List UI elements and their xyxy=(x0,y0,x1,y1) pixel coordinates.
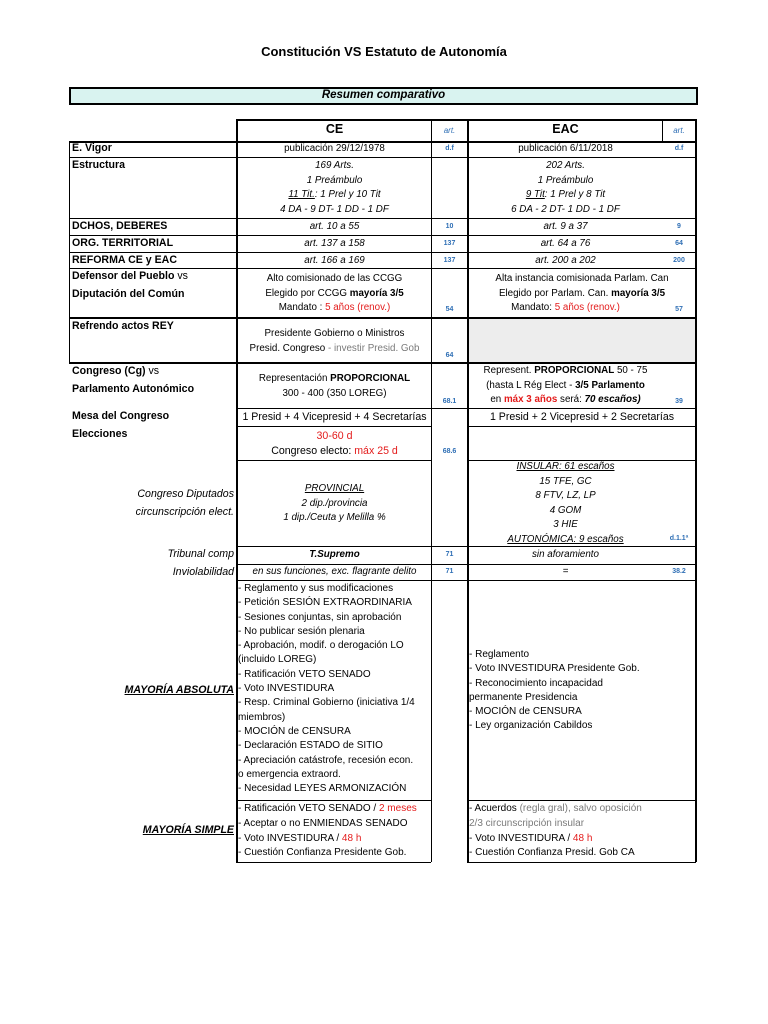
eac-header: EAC xyxy=(552,122,579,136)
absoluta-ce-item: - Petición SESIÓN EXTRAORDINARIA xyxy=(238,597,412,609)
vigor-ce-art: d.f xyxy=(445,145,454,152)
estructura-ce: 169 Arts. 1 Preámbulo 11 Tit.: 1 Prel y 10 Tit 4 DA - 9 DT- 1 DD - 1 DF xyxy=(280,160,389,215)
absoluta-eac-item: - Ley organización Cabildos xyxy=(469,720,593,732)
inviol-label: Inviolabilidad xyxy=(172,566,234,578)
defensor-ce: Alto comisionado de las CCGG Elegido por CCGG mayoría 3/5 Mandato : 5 años (renov.) xyxy=(265,273,404,314)
absoluta-ce-item: - Necesidad LEYES ARMONIZACIÓN xyxy=(238,783,407,795)
congreso-eac-art: 39 xyxy=(675,398,683,405)
reforma-label: REFORMA CE y EAC xyxy=(72,254,177,266)
circ-eac-art: d.1.1ª xyxy=(669,535,689,542)
estructura-eac: 202 Arts. 1 Preámbulo 9 Tit: 1 Prel y 8 Tit 6 DA - 2 DT- 1 DD - 1 DF xyxy=(511,160,620,215)
elecciones-ce-art: 68.6 xyxy=(442,448,457,455)
defensor-ce-art: 54 xyxy=(445,306,454,313)
circ-eac: INSULAR: 61 escaños 15 TFE, GC 8 FTV, LZ, LP 4 GOM 3 HIE AUTONÓMICA: 9 escaños xyxy=(507,461,624,545)
congreso-ce-art: 68.1 xyxy=(442,398,457,405)
absoluta-ce-item: - Reglamento y sus modificaciones xyxy=(238,583,394,594)
ce-header: CE xyxy=(325,122,344,136)
reforma-eac: art. 200 a 202 xyxy=(535,255,596,266)
reforma-ce: art. 166 a 169 xyxy=(304,255,365,266)
inviol-eac-art: 38.2 xyxy=(672,568,686,575)
defensor-label: Defensor del Pueblo vs Diputación del Común xyxy=(72,270,188,300)
congreso-label: Congreso (Cg) vs Parlamento Autonómico xyxy=(72,365,195,395)
absoluta-ce-item: - MOCIÓN de CENSURA xyxy=(238,725,351,737)
terr-ce-art: 137 xyxy=(443,240,456,247)
shaded-cell xyxy=(467,318,696,362)
circ-label: Congreso Diputados circunscripción elect. xyxy=(135,488,234,518)
absoluta-label: MAYORÍA ABSOLUTA xyxy=(124,684,234,696)
ce-art-header: art. xyxy=(443,126,456,135)
elecciones-ce: 30-60 d Congreso electo: máx 25 d xyxy=(271,430,398,457)
absoluta-ce-item: - No publicar sesión plenaria xyxy=(238,625,365,637)
absoluta-eac-item: - Voto INVESTIDURA Presidente Gob. xyxy=(469,663,640,675)
absoluta-ce-item: - Ratificación VETO SENADO xyxy=(238,668,371,680)
inviol-ce: en sus funciones, exc. flagrante delito xyxy=(252,566,417,577)
absoluta-eac-list xyxy=(469,648,695,734)
dchos-eac: art. 9 a 37 xyxy=(543,221,588,232)
congreso-eac: Represent. PROPORCIONAL 50 - 75 (hasta L Rég Elect - 3/5 Parlamento en máx 3 años será: 70 escaños) xyxy=(483,365,648,406)
simple-ce: - Ratificación VETO SENADO / 2 meses - Aceptar o no ENMIENDAS SENADO - Voto INVESTIDURA / 48 h - Cuestión Confianza Presidente Gob. xyxy=(238,803,417,859)
page-title: Constitución VS Estatuto de Autonomía xyxy=(261,44,507,59)
absoluta-ce-item: o emergencia extraord. xyxy=(238,768,341,780)
terr-ce: art. 137 a 158 xyxy=(304,238,365,249)
inviol-ce-art: 71 xyxy=(445,568,454,575)
congreso-ce: Representación PROPORCIONAL 300 - 400 (350 LOREG) xyxy=(258,373,411,399)
elecciones-label: Elecciones xyxy=(72,428,128,440)
dchos-label: DCHOS, DEBERES xyxy=(72,220,168,232)
dchos-eac-art: 9 xyxy=(677,223,681,230)
vigor-label: E. Vigor xyxy=(72,142,112,154)
dchos-ce-art: 10 xyxy=(445,223,454,230)
absoluta-ce-item: - Sesiones conjuntas, sin aprobación xyxy=(238,611,402,623)
absoluta-ce-item: (incluido LOREG) xyxy=(238,654,317,666)
terr-eac-art: 64 xyxy=(675,240,683,247)
subtitle-box xyxy=(69,87,698,105)
absoluta-eac-item: - Reglamento xyxy=(469,649,530,660)
simple-label: MAYORÍA SIMPLE xyxy=(142,824,234,836)
absoluta-ce-item: - Resp. Criminal Gobierno (iniciativa 1/4 xyxy=(238,697,415,709)
absoluta-ce-item: - Apreciación catástrofe, recesión econ. xyxy=(238,754,414,766)
tribunal-label: Tribunal comp xyxy=(167,548,234,560)
vigor-ce: publicación 29/12/1978 xyxy=(284,143,385,154)
estructura-label: Estructura xyxy=(72,159,125,171)
refrendo-label: Refrendo actos REY xyxy=(72,320,174,332)
absoluta-ce-item: miembros) xyxy=(238,711,286,723)
reforma-ce-art: 137 xyxy=(443,257,456,264)
vigor-eac-art: d.f xyxy=(674,145,684,152)
absoluta-ce-item: - Aprobación, modif. o derogación LO xyxy=(238,640,404,652)
inviol-eac: = xyxy=(562,566,569,577)
terr-label: ORG. TERRITORIAL xyxy=(72,237,174,249)
dchos-ce: art. 10 a 55 xyxy=(309,221,360,232)
mesa-eac: 1 Presid + 2 Vicepresid + 2 Secretarías xyxy=(489,411,675,423)
refrendo-ce-art: 64 xyxy=(445,352,454,359)
absoluta-ce-item: - Declaración ESTADO de SITIO xyxy=(238,740,383,752)
defensor-eac: Alta instancia comisionada Parlam. Can Elegido por Parlam. Can. mayoría 3/5 Mandato: 5 años (renov.) xyxy=(495,273,669,314)
terr-eac: art. 64 a 76 xyxy=(540,238,591,249)
circ-ce: PROVINCIAL 2 dip./provincia 1 dip./Ceuta y Melilla % xyxy=(283,483,386,524)
tribunal-ce: T.Supremo xyxy=(309,549,360,560)
mesa-ce: 1 Presid + 4 Vicepresid + 4 Secretarías xyxy=(242,411,427,423)
refrendo-ce: Presidente Gobierno o Ministros Presid. Congreso - investir Presid. Gob xyxy=(249,328,420,354)
subtitle: Resumen comparativo xyxy=(321,89,446,101)
reforma-eac-art: 200 xyxy=(673,257,685,264)
defensor-eac-art: 57 xyxy=(675,306,683,313)
mesa-label: Mesa del Congreso xyxy=(72,410,170,422)
tribunal-eac: sin aforamiento xyxy=(532,549,599,560)
absoluta-eac-item: - MOCIÓN de CENSURA xyxy=(469,706,582,718)
absoluta-eac-item: - Reconocimiento incapacidad xyxy=(469,677,603,689)
simple-eac: - Acuerdos (regla gral), salvo oposición 2/3 circunscripción insular - Voto INVESTIDURA / 48 h - Cuestión Confianza Presid. Gob CA xyxy=(469,803,642,859)
absoluta-ce-list xyxy=(238,582,431,796)
absoluta-ce-item: - Voto INVESTIDURA xyxy=(238,683,335,695)
absoluta-eac-item: permanente Presidencia xyxy=(469,691,578,703)
tribunal-ce-art: 71 xyxy=(445,551,454,558)
vigor-eac: publicación 6/11/2018 xyxy=(518,143,613,154)
eac-art-header: art. xyxy=(673,126,685,135)
